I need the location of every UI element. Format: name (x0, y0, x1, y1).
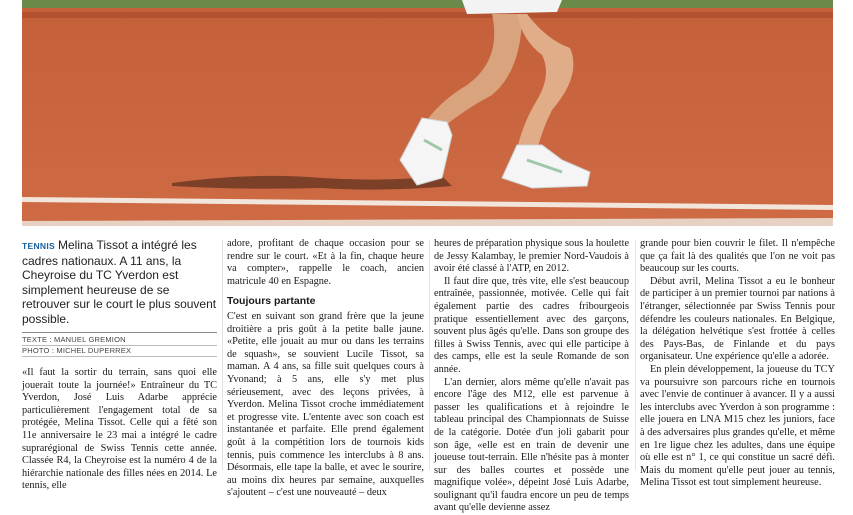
caption-text: Melina Tissot a intégré les cadres nationaux. A 11 ans, la Cheyroise du TC Yverdon est simplement heureuse de se retrouver sur le court le plus souvent possible. (22, 238, 217, 326)
column-divider (429, 240, 430, 470)
photo-credit: PHOTO : MICHEL DUPERREX (22, 346, 217, 357)
subheading: Toujours partante (227, 295, 316, 308)
column-divider (222, 240, 223, 470)
section-tag: TENNIS (22, 241, 55, 251)
credits (22, 332, 217, 357)
paragraph: Il faut dire que, très vite, elle s'est beaucoup entraînée, passionnée, motivée. Celle qui fait également partie des cadres fribourgeois pratique essentiellement avec des garçons, souvent plus âgés qu'elle. Dans son groupe des filles à Swiss Tennis, avec qui elle participe à des camps, elle est la seule Romande de son année. (434, 275, 629, 375)
article-photo (22, 0, 833, 226)
paragraph: C'est en suivant son grand frère que la jeune droitière a pris goût à la petite balle jaune. «Petite, elle jouait au mur ou dans les terrains de squash», se souvient Lucile Tissot, sa maman. A 4 ans, sa fille suit quelques cours à Yvonand; à 5 ans, elle s'y met plus sérieusement, avec des leçons privées, à Yverdon. Melina Tissot croche immédiatement et progresse vite. L'entente avec son coach est instantanée et parfaite. Elle prend également goût à la compétition lors de tournois kids tennis, puis commence les interclubs à 8 ans. Désormais, elle tape la balle, et avec le sourire, au moins dix heures par semaine, auxquelles s'ajoutent – c'est une nouveauté – deux (227, 310, 424, 499)
tennis-player-photo (22, 0, 833, 226)
paragraph: «Il faut la sortir du terrain, sans quoi elle jouerait toute la journée!» Entraîneur du TC Yverdon, José Luis Adarbe apprécie particulièrement l'engagement total de sa protégée, Melina Tissot. Celle qui a fêté son 11e anniversaire le 23 mai a intégré le cadre suprarégional de Swiss Tennis cette année. Classée R4, la Cheyroise est la numéro 4 de la hiérarchie nationale des filles nées en 2014. Le tennis, elle (22, 367, 217, 492)
clay-court (22, 8, 833, 226)
column-1 (22, 238, 217, 493)
text-credit: TEXTE : MANUEL GREMION (22, 335, 217, 346)
skirt (462, 0, 562, 14)
paragraph: En plein développement, la joueuse du TCY va poursuivre son parcours riche en tournois avec l'envie de continuer à avancer. Il y a aussi les interclubs avec Yverdon à son programme : elle jouera en LNA M15 chez les juniors, face à des adversaires plus grandes qu'elle, et même en 1re ligue chez les adultes, dans une équipe où elle est n° 1, ce qui constitue un sacré défi. Mais du moment qu'elle peut jouer au tennis, Melina Tissot est tout simplement heureuse. (640, 363, 835, 489)
paragraph: heures de préparation physique sous la houlette de Jessy Kalambay, le premier Nord-Vaudois à avoir été classé à l'ATP, en 2012. (434, 238, 630, 275)
column-3 (434, 238, 629, 515)
paragraph: Début avril, Melina Tissot a eu le bonheur de participer à un premier tournoi par nations à l'étranger, sélectionnée par Swiss Tennis pour défendre les couleurs nationales. En Belgique, la délégation helvétique s'est frottée à celles des Pays-Bas, de Finlande et du pays organisateur. Une expérience qu'elle a adorée. (640, 275, 835, 363)
paragraph: adore, profitant de chaque occasion pour se rendre sur le court. «Et à la fin, chaque heure va compter», rappelle le coach, ancien matricule 40 en Espagne. (227, 238, 424, 287)
paragraph: L'an dernier, alors même qu'elle n'avait pas encore l'âge des M12, elle est parvenue à passer les qualifications et à rejoindre le tableau principal des Championnats de Suisse de la catégorie. Dotée d'un joli gabarit pour son âge, «elle est en train de devenir une joueuse tout-terrain. Elle n'hésite pas à monter sur des balles courtes et possède une magnifique volée», dépeint José Luis Adarbe, soulignant qu'il faudra encore un peu de temps avant qu'elle devienne assez (434, 376, 629, 514)
paragraph: grande pour bien couvrir le filet. Il n'empêche que ça fait là des qualités que l'on ne voit pas beaucoup sur les courts. (640, 238, 835, 275)
photo-caption (22, 238, 217, 326)
column-4 (640, 238, 835, 490)
column-divider (635, 240, 636, 470)
column-2 (227, 238, 424, 500)
